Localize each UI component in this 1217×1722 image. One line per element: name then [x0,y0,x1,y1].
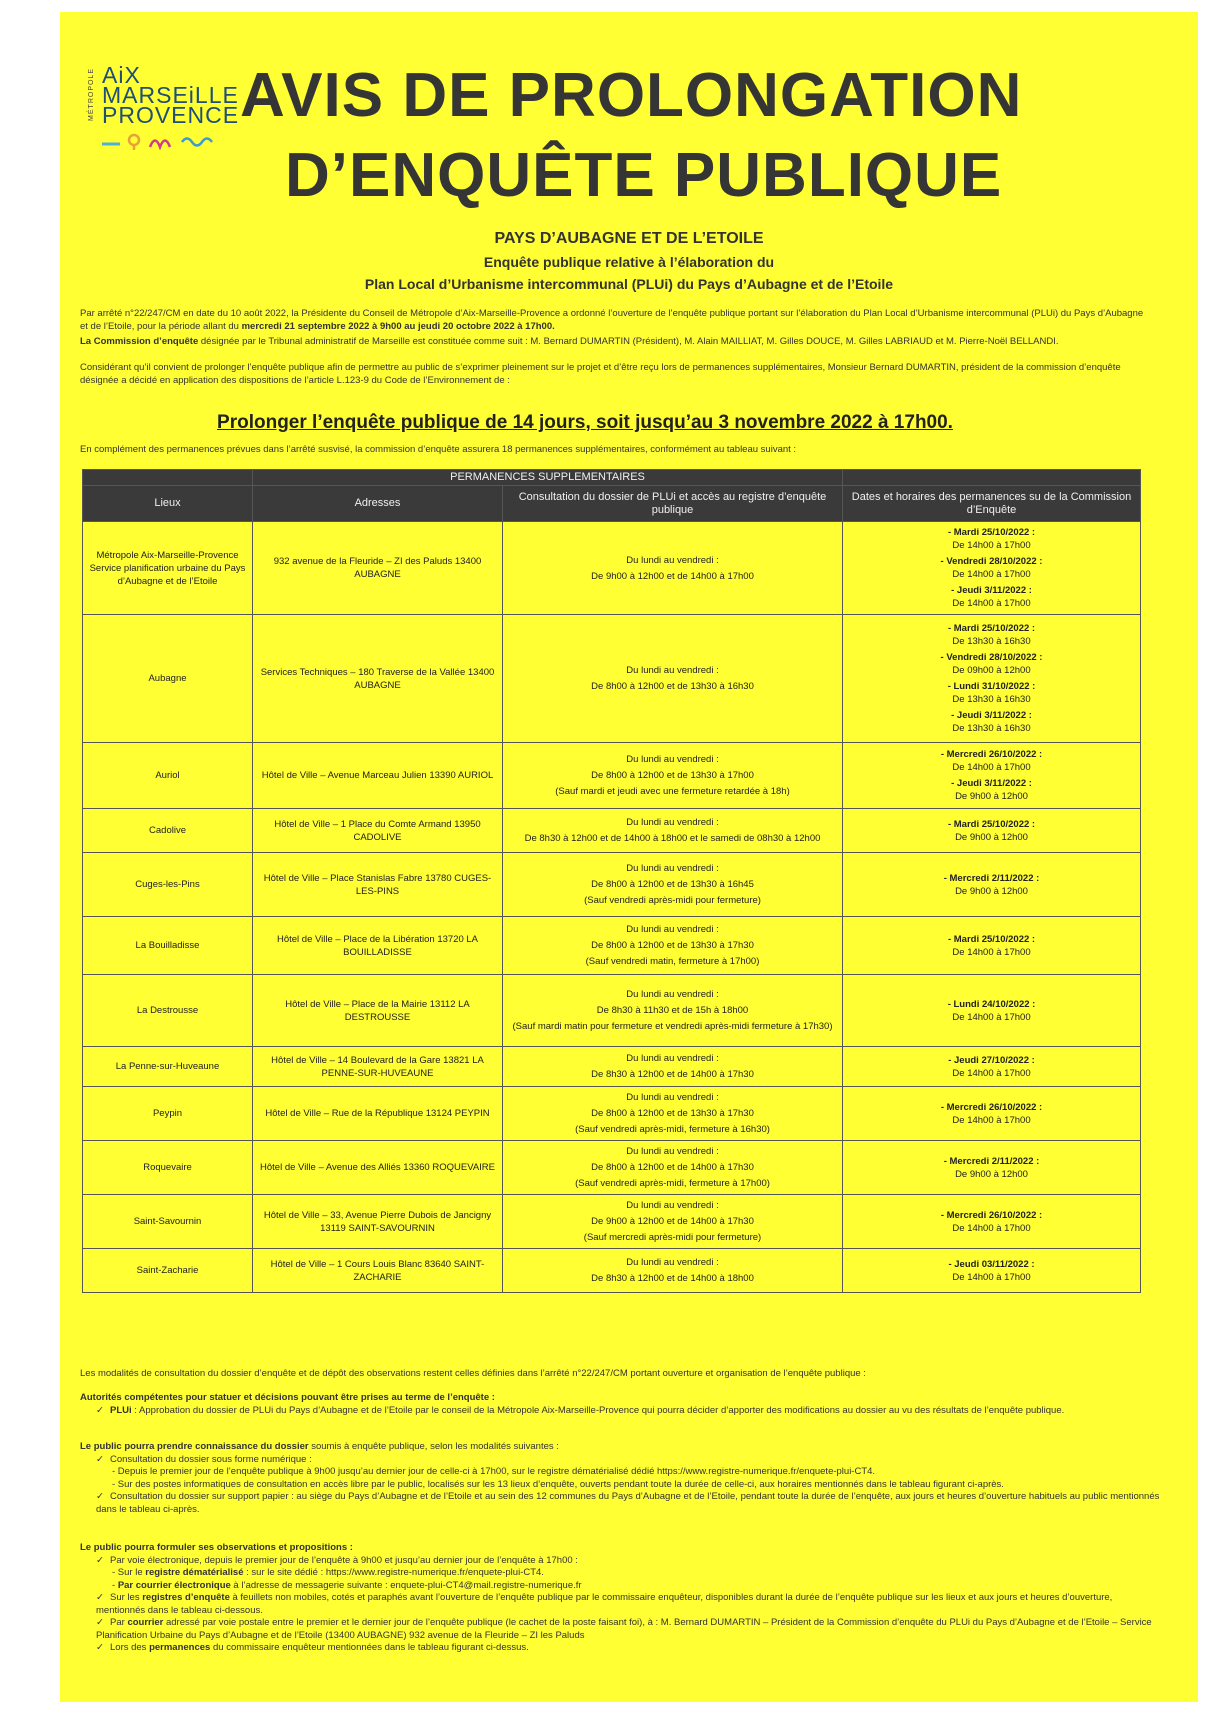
cell-dates [843,1249,1141,1293]
permanence-slot [847,651,1136,677]
permanence-hours: De 14h00 à 17h00 [952,598,1031,609]
observations-item-3b: courrier [127,1617,164,1628]
consultation-line: De 8h00 à 12h00 et de 13h30 à 17h00 [591,770,754,781]
subtitle-territory: PAYS D’AUBAGNE ET DE L’ETOILE [494,230,764,247]
cell-adresse: Hôtel de Ville – 1 Cours Louis Blanc 83640 SAINT-ZACHARIE [253,1249,503,1293]
metropole-logo [88,62,243,162]
connaissance-sub-2: - Sur des postes informatiques de consultation en accès libre par le public, localisés sur les 13 lieux d’enquête, ouverts pendant toute la durée de celle-ci, aux horaires mentionnés dans le tableau figurant ci-après. [112,1478,1004,1490]
permanence-hours: De 14h00 à 17h00 [952,569,1031,580]
permanence-date: - Jeudi 03/11/2022 : [948,1258,1035,1270]
cell-dates [843,853,1141,917]
cell-consultation [503,975,843,1047]
check-icon: ✓ [96,1404,104,1416]
consultation-line: Du lundi au vendredi : [626,1200,719,1211]
permanence-date: - Mercredi 26/10/2022 : [940,1209,1043,1221]
cell-dates [843,1141,1141,1195]
permanence-slot [847,748,1136,774]
cell-consultation [503,1195,843,1249]
permanence-hours: De 9h00 à 12h00 [955,885,1028,897]
permanence-date: - Lundi 24/10/2022 : [947,998,1036,1010]
consultation-line: (Sauf vendredi matin, fermeture à 17h00) [585,956,760,967]
logo-wave-icon [102,132,242,150]
permanence-slot [847,526,1136,552]
cell-lieu: Saint-Savournin [83,1195,253,1249]
autorites-title: Autorités compétentes pour statuer et décisions pouvant être prises au terme de l’enquête : [80,1392,495,1403]
page-title-line-2: D’ENQUÊTE PUBLIQUE [285,141,1003,210]
permanence-hours: De 14h00 à 17h00 [952,540,1031,551]
permanence-date: - Mardi 25/10/2022 : [947,818,1036,830]
connaissance-sub-1: - Depuis le premier jour de l’enquête publique à 9h00 jusqu’au dernier jour de celle-ci à 17h00, sur le registre dématérialisé dédié https://www.registre-numerique.fr/enquete-plui-CT4. [112,1466,876,1477]
permanence-slot [847,933,1136,959]
cell-lieu: Saint-Zacharie [83,1249,253,1293]
intro-arrete-text: Par arrêté n°22/247/CM en date du 10 août 2022, la Présidente du Conseil de Métropole d’Aix-Marseille-Provence a ordonné l’ouverture de l’enquête publique portant sur l’élaboration du Plan Local d’Urbanisme intercommunal (PLUi) du Pays d’Aubagne et de l’Etoile, pour la période allant du [80,308,1144,332]
permanence-hours: De 14h00 à 17h00 [952,946,1031,958]
permanence-slot [847,872,1136,898]
cell-lieu: La Penne-sur-Huveaune [83,1047,253,1087]
permanence-slot [847,555,1136,581]
subtitle-enquete: Enquête publique relative à l’élaboration du [483,254,775,270]
table-row [83,975,1141,1047]
autorites-text: : Approbation du dossier de PLUi du Pays d’Aubagne et de l’Etoile par le conseil de la Métropole Aix-Marseille-Provence qui pourra décider d’apporter des modifications au dossier au vu des résultats de l’enquête publique. [131,1404,1065,1416]
connaissance-title: Le public pourra prendre connaissance du dossier [80,1441,309,1452]
consultation-line: (Sauf mardi et jeudi avec une fermeture retardée à 18h) [555,786,790,797]
cell-consultation [503,917,843,975]
connaissance-item-1: Consultation du dossier sous forme numérique : [110,1453,312,1465]
cell-dates [843,615,1141,743]
col-header-lieux: Lieux [83,486,253,522]
permanences-table-body [83,522,1141,1293]
permanence-slot [847,1209,1136,1235]
table-row [83,1141,1141,1195]
cell-adresse: 932 avenue de la Fleuride – ZI des Paluds 13400 AUBAGNE [253,522,503,615]
cell-adresse: Hôtel de Ville – Avenue Marceau Julien 13390 AURIOL [253,743,503,809]
table-row [83,743,1141,809]
consultation-line: Du lundi au vendredi : [626,554,719,566]
permanence-slot [847,777,1136,803]
autorites-label: PLUi [110,1404,132,1416]
cell-lieu: Métropole Aix-Marseille-Provence Service planification urbaine du Pays d’Aubagne et de l’Etoile [83,522,253,615]
subtitle-plui: Plan Local d’Urbanisme intercommunal (PLUi) du Pays d’Aubagne et de l’Etoile [364,276,894,292]
permanence-slot [847,709,1136,735]
cell-dates [843,975,1141,1047]
consultation-line: (Sauf mardi matin pour fermeture et vendredi après-midi fermeture à 17h30) [512,1021,833,1032]
cell-lieu: Roquevaire [83,1141,253,1195]
cell-adresse: Hôtel de Ville – 33, Avenue Pierre Dubois de Jancigny 13119 SAINT-SAVOURNIN [253,1195,503,1249]
permanence-hours: De 14h00 à 17h00 [952,1114,1031,1126]
consultation-line: (Sauf vendredi après-midi, fermeture à 16h30) [575,1124,770,1135]
consultation-line: Du lundi au vendredi : [626,1092,719,1103]
check-icon: ✓ [96,1592,104,1603]
consultation-line: Du lundi au vendredi : [626,754,719,765]
cell-lieu: La Bouilladisse [83,917,253,975]
check-icon: ✓ [96,1491,104,1502]
permanence-date: - Jeudi 3/11/2022 : [951,710,1032,721]
permanence-date: - Jeudi 3/11/2022 : [951,585,1032,596]
observations-item-4b: permanences [149,1642,211,1653]
consultation-line: De 9h00 à 12h00 et de 14h00 à 17h30 [591,1216,754,1227]
table-row [83,1087,1141,1141]
table-row [83,853,1141,917]
cell-consultation [503,743,843,809]
check-icon: ✓ [96,1617,104,1628]
permanence-hours: De 13h30 à 16h30 [952,694,1031,705]
permanence-date: - Mercredi 2/11/2022 : [943,872,1040,884]
consultation-line: Du lundi au vendredi : [626,1146,719,1157]
intro-commission-label: La Commission d’enquête [80,336,199,347]
cell-adresse: Hôtel de Ville – Place de la Libération 13720 LA BOUILLADISSE [253,917,503,975]
permanence-slot [847,1054,1136,1080]
permanence-hours: De 9h00 à 12h00 [955,831,1028,843]
check-icon: ✓ [96,1554,104,1566]
observations-item-3c: adressé par voie postale entre le premier et le dernier jour de l’enquête publique (le cachet de la poste faisant foi), à : M. Bernard DUMARTIN – Président de la Commission d’enquête du PLUi du Pays d’Aubagne et de l’Etoile – Service Planification Urbaine du Pays d’Aubagne et de l’Etoile (13400 AUBAGNE) 932 avenue de la Fleuride – ZI les Paluds [96,1617,1152,1641]
logo-line-3: PROVENCE [102,102,240,128]
intro-paragraph-2 [80,335,1150,348]
cell-adresse: Hôtel de Ville – Place de la Mairie 13112 LA DESTROUSSE [253,975,503,1047]
permanence-slot [847,1155,1136,1181]
permanence-date: - Vendredi 28/10/2022 : [940,652,1043,663]
table-row [83,917,1141,975]
observations-item-4c: du commissaire enquêteur mentionnées dans le tableau figurant ci-dessus. [210,1642,529,1653]
consultation-line: Du lundi au vendredi : [626,924,719,935]
consultation-line: De 8h00 à 12h00 et de 13h30 à 17h30 [591,1108,754,1119]
observations-sub-2a: - [112,1579,118,1591]
logo-line-1: AiX [102,62,141,88]
permanence-hours: De 14h00 à 17h00 [952,1067,1031,1079]
observations-sub-2c: à l’adresse de messagerie suivante : enquete-plui-CT4@mail.registre-numerique.fr [230,1579,582,1591]
table-row [83,522,1141,615]
permanence-date: - Mercredi 26/10/2022 : [940,749,1043,760]
consultation-line: De 8h30 à 12h00 et de 14h00 à 17h30 [591,1069,754,1080]
cell-dates [843,809,1141,853]
consultation-line: De 9h00 à 12h00 et de 14h00 à 17h00 [591,570,754,582]
permanence-hours: De 14h00 à 17h00 [952,1222,1031,1234]
col-header-adresses: Adresses [253,486,503,522]
permanence-date: - Vendredi 28/10/2022 : [940,556,1043,567]
cell-dates [843,743,1141,809]
col-header-dates: Dates et horaires des permanences su de la Commission d’Enquête [843,486,1141,522]
permanence-hours: De 9h00 à 12h00 [955,791,1028,802]
permanence-slot [847,622,1136,648]
cell-lieu: Cadolive [83,809,253,853]
consultation-line: De 8h00 à 12h00 et de 14h00 à 17h30 [591,1162,754,1173]
prolongation-statement: Prolonger l’enquête publique de 14 jours, soit jusqu’au 3 novembre 2022 à 17h00. [217,412,953,433]
intro-paragraph-1 [80,307,1150,333]
cell-consultation [503,522,843,615]
table-row [83,1195,1141,1249]
consultation-line: (Sauf mercredi après-midi pour fermeture) [583,1232,762,1243]
consultation-line: De 8h30 à 12h00 et de 14h00 à 18h00 et le samedi de 08h30 à 12h00 [524,833,821,844]
permanences-table [82,469,1141,1293]
cell-lieu: La Destrousse [83,975,253,1047]
observations-sub-1b: registre dématérialisé [145,1567,244,1578]
cell-dates [843,917,1141,975]
logo-vertical-text: MÉTROPOLE [88,68,95,121]
cell-dates [843,1195,1141,1249]
permanence-slot [847,584,1136,610]
table-header-spacer [83,470,253,486]
permanence-date: - Jeudi 27/10/2022 : [948,1054,1035,1066]
page-title-line-1: AVIS DE PROLONGATION [240,61,1023,130]
consultation-line: Du lundi au vendredi : [626,817,719,828]
consultation-line: De 8h30 à 12h00 et de 14h00 à 18h00 [591,1273,754,1284]
observations-item-4a: Lors des [110,1642,150,1653]
connaissance-rest: soumis à enquête publique, selon les modalités suivantes : [308,1441,559,1452]
permanence-hours: De 09h00 à 12h00 [952,665,1031,676]
table-header-spacer-right [843,470,1141,486]
cell-consultation [503,1249,843,1293]
observations-sub-1c: : sur le site dédié : https://www.registre-numerique.fr/enquete-plui-CT4. [243,1567,544,1578]
cell-consultation [503,809,843,853]
complement-text: En complément des permanences prévues dans l’arrêté susvisé, la commission d’enquête assurera 18 permanences supplémentaires, conformément au tableau suivant : [80,444,797,455]
permanence-slot [847,1101,1136,1127]
cell-adresse: Hôtel de Ville – Avenue des Alliés 13360 ROQUEVAIRE [253,1141,503,1195]
check-icon: ✓ [96,1453,104,1465]
consultation-line: De 8h00 à 12h00 et de 13h30 à 16h45 [591,879,754,890]
table-header-permanences: PERMANENCES SUPPLEMENTAIRES [253,470,843,486]
permanence-slot [847,818,1136,844]
cell-lieu: Cuges-les-Pins [83,853,253,917]
permanence-hours: De 14h00 à 17h00 [952,762,1031,773]
observations-item-2a: Sur les [110,1592,143,1603]
consultation-line: Du lundi au vendredi : [626,1257,719,1268]
cell-lieu: Aubagne [83,615,253,743]
intro-paragraph-3: Considérant qu’il convient de prolonger l’enquête publique afin de permettre au public de s’exprimer pleinement sur le projet et d’être reçu lors de permanences supplémentaires, Monsieur Bernard DUMARTIN, président de la commission d’enquête désignée a décidé en application des dispositions de l’article L.123-9 du Code de l’Environnement de : [80,362,1121,386]
observations-item-3a: Par [110,1617,128,1628]
consultation-line: Du lundi au vendredi : [626,989,719,1000]
observations-item-1: Par voie électronique, depuis le premier jour de l’enquête à 9h00 et jusqu’au dernier jour de l’enquête à 17h00 : [110,1554,578,1566]
cell-adresse: Services Techniques – 180 Traverse de la Vallée 13400 AUBAGNE [253,615,503,743]
cell-dates [843,522,1141,615]
cell-consultation [503,1047,843,1087]
cell-lieu: Peypin [83,1087,253,1141]
consultation-line: De 8h00 à 12h00 et de 13h30 à 17h30 [591,940,754,951]
permanence-hours: De 14h00 à 17h00 [952,1271,1031,1283]
cell-consultation [503,853,843,917]
permanence-hours: De 9h00 à 12h00 [955,1168,1028,1180]
permanence-date: - Mercredi 2/11/2022 : [943,1155,1040,1167]
footer-observations [80,1542,1160,1655]
cell-adresse: Hôtel de Ville – 1 Place du Comte Armand 13950 CADOLIVE [253,809,503,853]
cell-lieu: Auriol [83,743,253,809]
observations-item-2b: registres d’enquête [142,1592,230,1603]
connaissance-item-2: Consultation du dossier sur support papier : au siège du Pays d’Aubagne et de l’Etoile et au sein des 12 communes du Pays d’Aubagne et de l’Etoile, pendant toute la durée de l’enquête, aux jours et heures d’ouverture habituels au public mentionnés dans le tableau ci-après. [96,1491,1160,1515]
permanence-hours: De 13h30 à 16h30 [952,636,1031,647]
consultation-line: (Sauf vendredi après-midi pour fermeture) [584,895,761,906]
consultation-line: Du lundi au vendredi : [626,863,719,874]
observations-sub-1a: - Sur le [112,1567,146,1578]
intro-period-text: mercredi 21 septembre 2022 à 9h00 au jeudi 20 octobre 2022 à 17h00. [241,321,555,332]
permanence-date: - Mardi 25/10/2022 : [947,933,1036,945]
logo-line-2: MARSEiLLE [102,82,239,108]
observations-title: Le public pourra formuler ses observations et propositions : [80,1542,353,1553]
consultation-line: De 8h00 à 12h00 et de 13h30 à 16h30 [591,681,754,692]
permanence-date: - Mercredi 26/10/2022 : [940,1101,1043,1113]
consultation-line: (Sauf vendredi après-midi, fermeture à 17h00) [575,1178,770,1189]
permanence-date: - Lundi 31/10/2022 : [947,681,1036,692]
intro-commission-text: désignée par le Tribunal administratif de Marseille est constituée comme suit : M. Bernard DUMARTIN (Président), M. Alain MAILLIAT, M. Gilles DOUCE, M. Gilles LABRIAUD et M. Pierre-Noël BELLANDI. [198,336,1059,347]
permanence-slot [847,1258,1136,1284]
table-row [83,1249,1141,1293]
permanence-date: - Mardi 25/10/2022 : [947,527,1036,538]
footer-autorites [80,1392,1160,1417]
observations-item-2c: à feuillets non mobiles, cotés et paraphés avant l’ouverture de l’enquête publique par le commissaire enquêteur, disponibles durant la durée de l’enquête publique sur les lieux et aux jours et heures d’ouverture, mentionnés dans le tableau ci-dessous. [96,1592,1113,1616]
cell-adresse: Hôtel de Ville – 14 Boulevard de la Gare 13821 LA PENNE-SUR-HUVEAUNE [253,1047,503,1087]
permanence-slot [847,998,1136,1024]
cell-adresse: Hôtel de Ville – Place Stanislas Fabre 13780 CUGES-LES-PINS [253,853,503,917]
cell-consultation [503,1141,843,1195]
consultation-line: Du lundi au vendredi : [626,1053,719,1064]
table-row [83,1047,1141,1087]
table-row [83,615,1141,743]
permanence-hours: De 14h00 à 17h00 [952,1011,1031,1023]
observations-sub-2b: Par courrier électronique [117,1579,231,1591]
permanence-date: - Jeudi 3/11/2022 : [951,778,1032,789]
cell-dates [843,1087,1141,1141]
col-header-consultation: Consultation du dossier de PLUi et accès au registre d’enquête publique [503,486,843,522]
cell-dates [843,1047,1141,1087]
permanence-slot [847,680,1136,706]
permanence-hours: De 13h30 à 16h30 [952,723,1031,734]
footer-connaissance [80,1441,1160,1516]
table-row [83,809,1141,853]
cell-adresse: Hôtel de Ville – Rue de la République 13124 PEYPIN [253,1087,503,1141]
check-icon: ✓ [96,1642,104,1653]
consultation-line: Du lundi au vendredi : [626,665,719,676]
cell-consultation [503,1087,843,1141]
consultation-line: De 8h30 à 11h30 et de 15h à 18h00 [596,1005,749,1016]
cell-consultation [503,615,843,743]
permanence-date: - Mardi 25/10/2022 : [947,623,1036,634]
notice-sheet [60,12,1198,1702]
footer-modalites: Les modalités de consultation du dossier d’enquête et de dépôt des observations restent celles définies dans l’arrêté n°22/247/CM portant ouverture et organisation de l’enquête publique : [80,1368,866,1379]
